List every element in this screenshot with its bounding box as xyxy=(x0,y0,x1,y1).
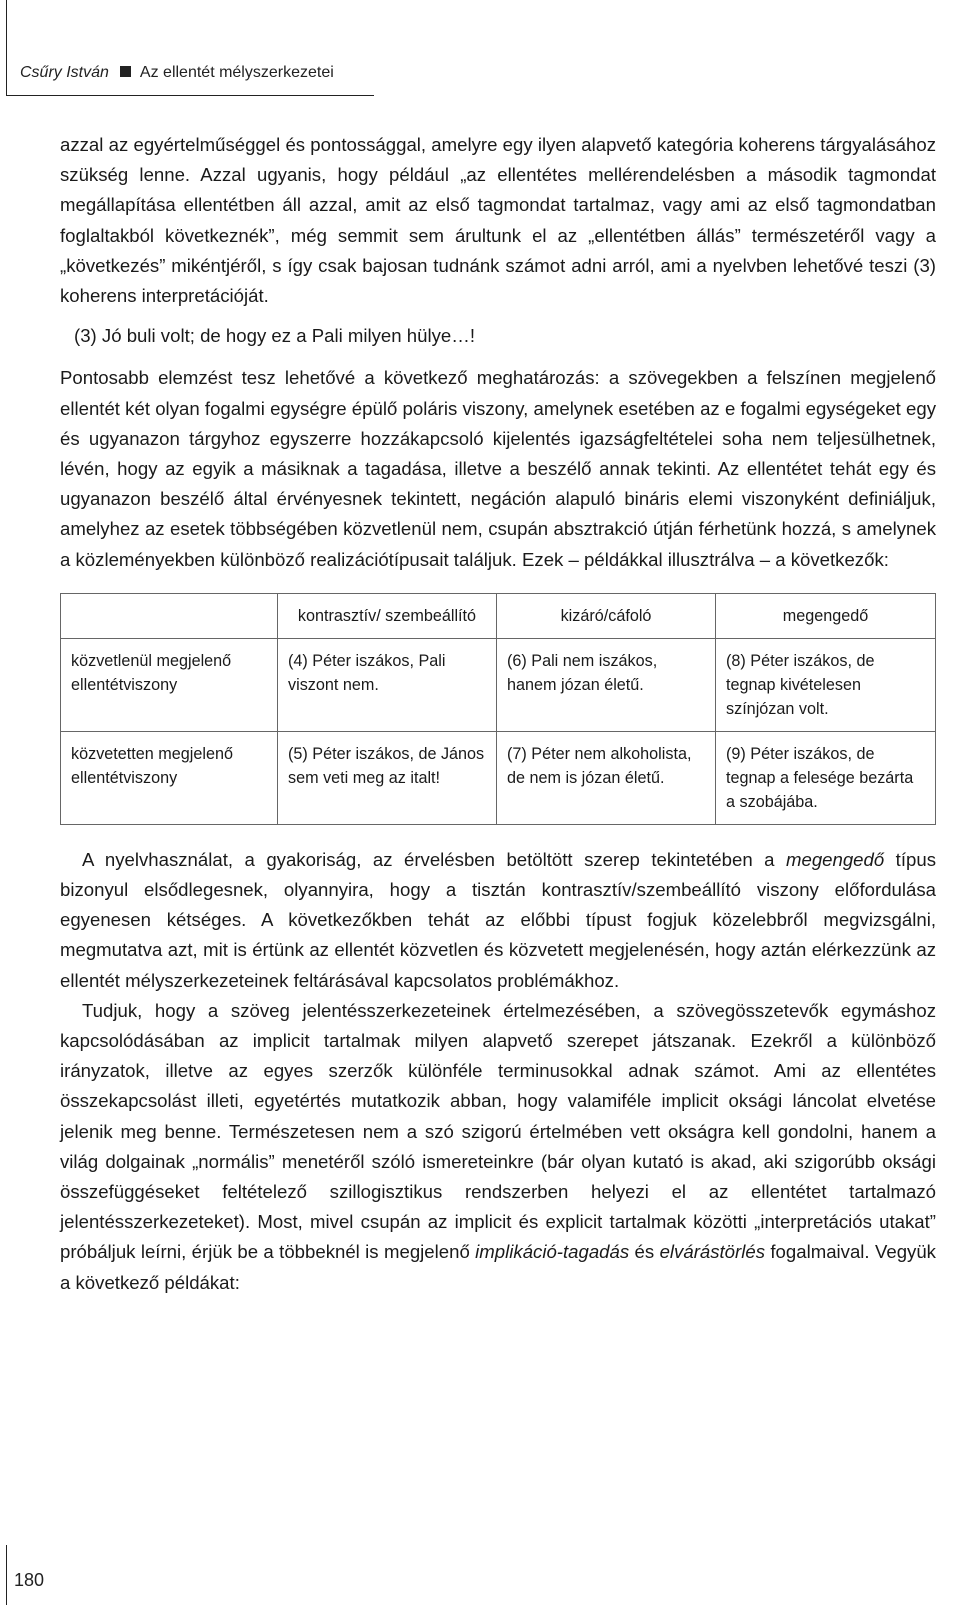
paragraph-2: Pontosabb elemzést tesz lehetővé a következő meghatározás: a szövegekben a felszínen megjelenő ellentét két olyan fogalmi egységre épülő poláris viszony, amelynek esetében az e fogalmi egységeket egy és ugyanazon tárgyhoz egyszerre hozzákapcsoló kijelentés igazságfeltételei soha nem teljesülhetnek, lévén, hogy az egyik a másiknak a tagadása, illetve a beszélő annak tekinti. Az ellentétet tehát egy és ugyanazon beszélő által érvényesnek tekintett, negáción alapuló bináris elemi viszonyként definiáljuk, amelyhez az esetek többségében közvetlenül nem, csupán absztrakció útján férhetünk hozzá, s amelynek a közleményekben különböző realizációtípusait találjuk. Ezek – példákkal illusztrálva – a következők: xyxy=(60,367,936,570)
term-implikacio-tagadas: implikáció-tagadás xyxy=(475,1241,630,1263)
table-header-cell: kizáró/cáfoló xyxy=(497,593,716,638)
table-row xyxy=(61,731,936,824)
square-bullet-icon xyxy=(120,66,131,77)
table-cell: (6) Pali nem iszákos, hanem józan életű. xyxy=(497,638,716,731)
table-cell: (5) Péter iszákos, de János sem veti meg az italt! xyxy=(278,731,497,824)
table-header-row xyxy=(61,593,936,638)
table-cell: (9) Péter iszákos, de tegnap a felesége bezárta a szobájába. xyxy=(716,731,936,824)
term-elvarastorles: elvárástörlés xyxy=(659,1241,765,1263)
paragraph-4-text: fogalmaival. Vegyük a következő példákat: xyxy=(60,1241,936,1293)
paragraph-4 xyxy=(60,996,936,1298)
paragraph-1: azzal az egyértelműséggel és pontossággal, amelyre egy ilyen alapvető kategória koherens tárgyalásához szükség lenne. Azzal ugyanis, hogy például „az ellentétes mellérendelésben a második tagmondat megállapítása ellentétben áll azzal, amit az első tagmondat tartalmaz, vagy ami az első tagmondatban foglaltakból következnék”, még semmit sem árultunk el az „ellentétben állás” természetéről vagy a „következés” mikéntjéről, s így csak bajosan tudnánk számot adni arról, ami a nyelvben lehetővé teszi (3) koherens interpretációját. xyxy=(60,134,936,307)
page-number: 180 xyxy=(14,1570,45,1590)
table-cell: (8) Péter iszákos, de tegnap kivételesen színjózan volt. xyxy=(716,638,936,731)
page-body xyxy=(60,130,936,1298)
paragraph-4-text: és xyxy=(629,1241,660,1263)
table-row xyxy=(61,638,936,731)
table-cell: közvetlenül megjelenő ellentétviszony xyxy=(61,638,278,731)
footer-frame-left-rule xyxy=(6,1545,7,1605)
table-header-cell xyxy=(61,593,278,638)
table-header-cell: megengedő xyxy=(716,593,936,638)
table-cell: közvetetten megjelenő ellentétviszony xyxy=(61,731,278,824)
example-3: (3) Jó buli volt; de hogy ez a Pali milyen hülye…! xyxy=(74,325,475,347)
paragraph-3-text: típus bizonyul elsődlegesnek, olyannyira, hogy a tisztán kontrasztív/szembeállító viszony előfordulása egyenesen kétséges. A következőkben tehát az előbbi típust fogjuk közelebbről megvizsgálni, megmutatva azt, mit is értünk az ellentét közvetlen és közvetett megjelenésén, hogy aztán elérkezzünk az ellentét mélyszerkezeteinek feltárásával kapcsolatos problémákhoz. xyxy=(60,848,936,991)
header-frame-left-rule xyxy=(6,0,7,96)
header-frame-bottom-rule xyxy=(6,95,374,96)
table-cell: (7) Péter nem alkoholista, de nem is józan életű. xyxy=(497,731,716,824)
paragraph-3 xyxy=(60,845,936,996)
table-header-cell: kontrasztív/ szembeállító xyxy=(278,593,497,638)
running-head-author: Csűry István xyxy=(20,64,109,81)
paragraph-3-text: A nyelvhasználat, a gyakoriság, az érvelésben betöltött szerep tekintetében a xyxy=(82,848,786,870)
running-head-title: Az ellentét mélyszerkezetei xyxy=(139,64,334,81)
paragraph-4-text: Tudjuk, hogy a szöveg jelentésszerkezeteinek értelmezésében, a szövegösszetevők egymáshoz kapcsolódásában az implicit tartalmak milyen alapvető szerepet játszanak. Ezekről a különböző irányzatok, illetve az egyes szerzők különféle terminusokkal adnak számot. Ami az ellentétes összekapcsolást illeti, egyetértés mutatkozik abban, hogy valamiféle implicit oksági láncolat elvetése jelenik meg benne. Természetesen nem a szó szigorú értelmében vett okságra kell gondolni, hanem a világ dolgainak „normális” menetéről szóló ismereteinkre (bár olyan kutató is akad, aki szigorúbb oksági összefüggéseket feltételező szillogisztikus rendszerben helyezi el az ellentétet tartalmazó jelentésszerkezeteket). Most, mivel csupán az implicit és explicit tartalmak közötti „interpretációs utakat” próbáljuk leírni, érjük be a többeknél is megjelenő xyxy=(60,999,936,1263)
running-head xyxy=(20,64,334,82)
table-cell: (4) Péter iszákos, Pali viszont nem. xyxy=(278,638,497,731)
term-megengedo: megengedő xyxy=(785,848,885,870)
contrast-types-table xyxy=(60,593,936,825)
